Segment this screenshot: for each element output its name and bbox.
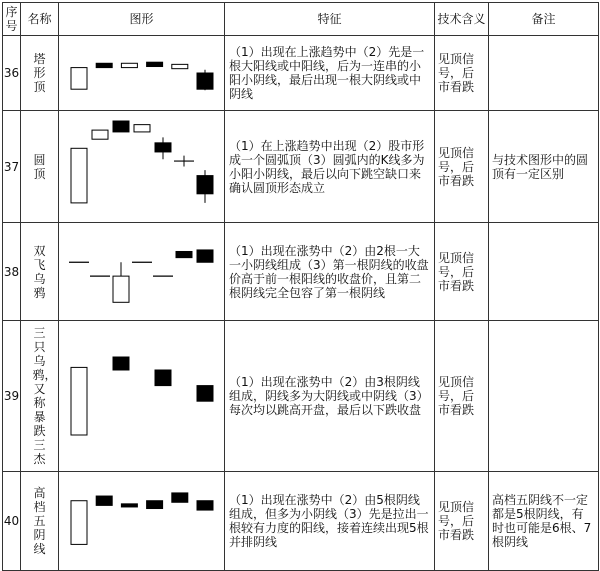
- candle-yin: [96, 63, 112, 67]
- candle-yin: [147, 62, 163, 66]
- candle-body: [134, 125, 150, 132]
- candle-doji: [174, 156, 194, 167]
- table-row: [3, 111, 599, 223]
- table-row: [3, 36, 599, 111]
- candle-yang: [121, 63, 137, 67]
- candle-body: [71, 68, 87, 90]
- row-number: 36: [3, 36, 21, 111]
- candle-body: [96, 496, 112, 505]
- candle-yin: [113, 121, 129, 132]
- candle-body: [121, 63, 137, 67]
- candlestick-figure: [59, 223, 225, 320]
- candlestick-figure: [59, 321, 225, 471]
- pattern-tech-meaning: 见顶信号，后市看跌: [435, 223, 489, 321]
- candle-yin: [176, 251, 192, 257]
- candle-body: [155, 370, 171, 386]
- candle-body: [147, 62, 163, 66]
- pattern-note: [489, 223, 599, 321]
- pattern-note: 与技术图形中的圆顶有一定区别: [489, 111, 599, 223]
- pattern-figure: [59, 36, 225, 111]
- header-note: 备注: [489, 3, 599, 36]
- candle-yang: [113, 262, 129, 302]
- pattern-feature: （1）出现在涨势中（2）由2根一大一小阴线组成（3）第一根阴线的收盘价高于前一根阳线的收盘价，且第二根阴线完全包容了第一根阴线: [225, 223, 435, 321]
- pattern-tech-meaning: 见顶信号，后市看跌: [435, 36, 489, 111]
- pattern-name: [21, 36, 59, 111]
- candle-body: [197, 73, 213, 89]
- candlestick-figure: [59, 111, 225, 222]
- candle-body: [113, 276, 129, 302]
- candle-body: [113, 121, 129, 132]
- candle-yin: [155, 137, 171, 159]
- candle-body: [197, 176, 213, 194]
- pattern-name: [21, 472, 59, 571]
- candlestick-figure: [59, 36, 225, 110]
- candle-yin: [197, 250, 213, 262]
- candle-body: [176, 251, 192, 257]
- row-number: 37: [3, 111, 21, 223]
- pattern-feature: （1）在上涨趋势中出现（2）股市形成一个圆弧顶（3）圆弧内的K线多为小阳小阴线，最后以向下跳空缺口来确认圆顶形态成立: [225, 111, 435, 223]
- pattern-figure: [59, 223, 225, 321]
- candle-body: [71, 148, 87, 203]
- pattern-note: 高档五阴线不一定都是5根阴线，有时也可能是6根、7根阴线: [489, 472, 599, 571]
- pattern-figure: [59, 111, 225, 223]
- candle-body: [113, 357, 129, 370]
- pattern-table: [2, 2, 599, 571]
- pattern-name-text: 圆顶: [33, 152, 46, 181]
- pattern-name: [21, 321, 59, 472]
- candle-body: [121, 504, 137, 507]
- pattern-note: [489, 321, 599, 472]
- pattern-figure: [59, 321, 225, 472]
- pattern-tech-meaning: 见顶信号，后市看跌: [435, 111, 489, 223]
- candle-yin: [121, 504, 137, 507]
- header-tech: 技术含义: [435, 3, 489, 36]
- pattern-tech-meaning: 见顶信号，后市看跌: [435, 321, 489, 472]
- header-figure: 图形: [59, 3, 225, 36]
- pattern-name-text: 双飞乌鸦: [33, 243, 46, 300]
- candle-body: [155, 143, 171, 152]
- candle-yin: [96, 496, 112, 505]
- candle-yang: [71, 367, 87, 435]
- candle-body: [172, 64, 188, 68]
- candle-yang: [71, 148, 87, 203]
- header-name: 名称: [21, 3, 59, 36]
- candle-yin: [197, 501, 213, 510]
- candle-yin: [113, 357, 129, 370]
- candle-yang: [71, 501, 87, 545]
- pattern-name-text: 高档五阴线: [33, 486, 46, 556]
- candle-yin: [197, 70, 213, 91]
- candle-body: [172, 493, 188, 502]
- row-number: 38: [3, 223, 21, 321]
- pattern-note: [489, 36, 599, 111]
- pattern-tech-meaning: 见顶信号，后市看跌: [435, 472, 489, 571]
- pattern-feature: （1）出现在涨势中（2）由3根阴线组成，阴线多为大阴线或中阴线（3）每次均以跳高开盘，最后以下跌收盘: [225, 321, 435, 472]
- table-row: [3, 472, 599, 571]
- candle-body: [197, 501, 213, 510]
- table-row: [3, 223, 599, 321]
- candle-body: [71, 367, 87, 435]
- candle-body: [71, 501, 87, 545]
- candle-yin: [172, 493, 188, 502]
- row-number: 39: [3, 321, 21, 472]
- header-row: [3, 3, 599, 36]
- row-number: 40: [3, 472, 21, 571]
- header-feature: 特征: [225, 3, 435, 36]
- candle-yin: [197, 170, 213, 203]
- candle-yin: [155, 370, 171, 386]
- pattern-feature: （1）出现在涨势中（2）由5根阴线组成，但多为小阴线（3）先是拉出一根较有力度的阳线，接着连续出现5根并排阴线: [225, 472, 435, 571]
- candle-body: [96, 63, 112, 67]
- candle-body: [147, 501, 163, 509]
- candle-yang: [71, 68, 87, 90]
- candle-yang: [92, 130, 108, 139]
- candle-body: [197, 250, 213, 262]
- candle-body: [197, 386, 213, 402]
- candle-yang: [134, 125, 150, 132]
- candle-yang: [172, 64, 188, 68]
- candle-yin: [197, 386, 213, 402]
- pattern-name-text: 塔形顶: [33, 52, 46, 94]
- candle-yin: [147, 501, 163, 509]
- candle-body: [92, 130, 108, 139]
- pattern-name: [21, 111, 59, 223]
- pattern-figure: [59, 472, 225, 571]
- candlestick-figure: [59, 472, 225, 570]
- table-row: [3, 321, 599, 472]
- pattern-name-text: 三只乌鸦，又称暴跌三杰: [32, 326, 57, 466]
- pattern-name: [21, 223, 59, 321]
- pattern-feature: （1）出现在上涨趋势中（2）先是一根大阳线或中阳线，后为一连串的小阳小阴线，最后出现一根大阴线或中阴线: [225, 36, 435, 111]
- header-no: 序号: [3, 3, 21, 36]
